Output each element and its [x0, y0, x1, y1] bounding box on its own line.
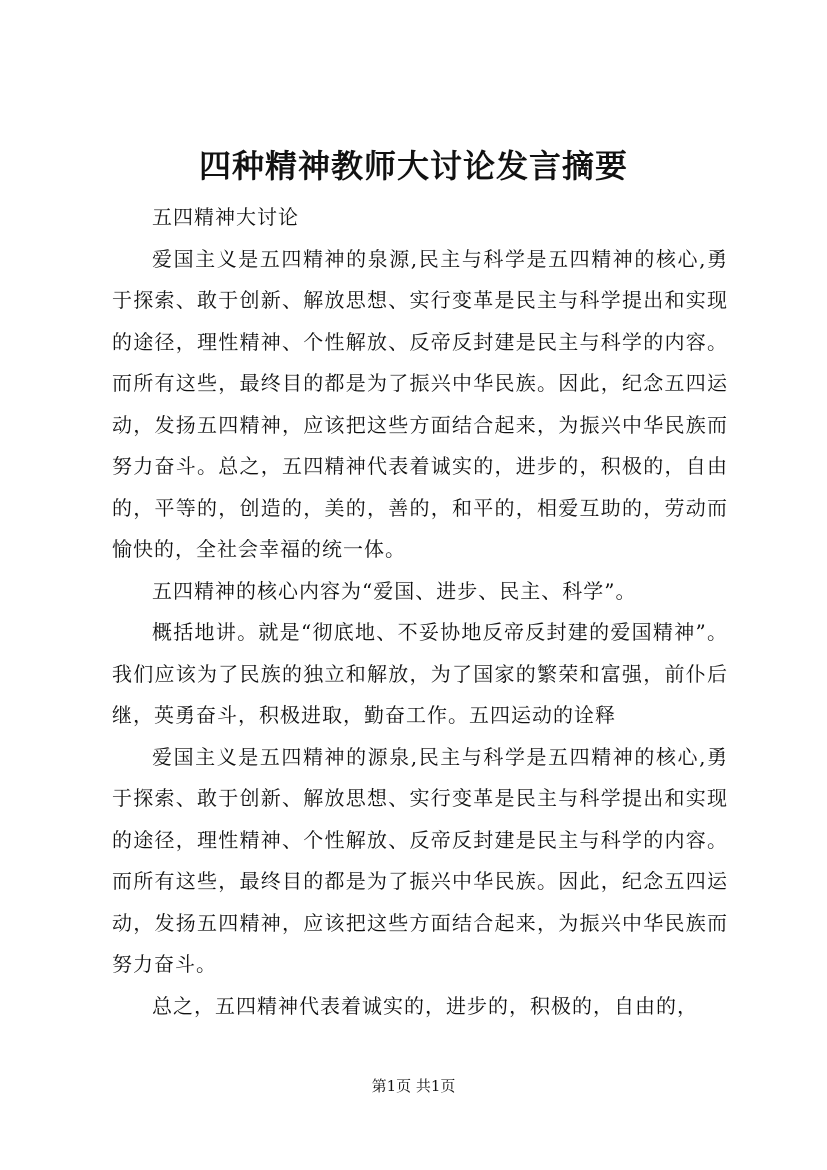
document-title: 四种精神教师大讨论发言摘要: [198, 147, 628, 185]
paragraph: 五四精神大讨论: [152, 205, 299, 229]
paragraph: 爱国主义是五四精神的源泉,民主与科学是五四精神的核心,勇于探索、敢于创新、解放思想、实行变革是民主与科学提出和实现的途径，理性精神、个性解放、反帝反封建是民主与科学的内容。而所有这些，最终目的都是为了振兴中华民族。因此，纪念五四运动，发扬五四精神，应该把这些方面结合起来，为振兴中华民族而努力奋斗。: [112, 744, 728, 976]
page-footer: 第1页 共1页: [371, 1077, 456, 1095]
document-body: [112, 197, 728, 1027]
paragraph: 爱国主义是五四精神的泉源,民主与科学是五四精神的核心,勇于探索、敢于创新、解放思想、实行变革是民主与科学提出和实现的途径，理性精神、个性解放、反帝反封建是民主与科学的内容。而所有这些，最终目的都是为了振兴中华民族。因此，纪念五四运动，发扬五四精神，应该把这些方面结合起来，为振兴中华民族而努力奋斗。总之，五四精神代表着诚实的，进步的，积极的，自由的，平等的，创造的，美的，善的，和平的，相爱互助的，劳动而愉快的，全社会幸福的统一体。: [112, 246, 728, 561]
paragraph: 总之，五四精神代表着诚实的，进步的，积极的，自由的，: [152, 993, 698, 1018]
paragraph: 五四精神的核心内容为“爱国、进步、民主、科学”。: [152, 578, 637, 603]
paragraph: 概括地讲。就是“彻底地、不妥协地反帝反封建的爱国精神”。我们应该为了民族的独立和解放，为了国家的繁荣和富强，前仆后继，英勇奋斗，积极进取，勤奋工作。五四运动的诠释: [112, 620, 728, 727]
